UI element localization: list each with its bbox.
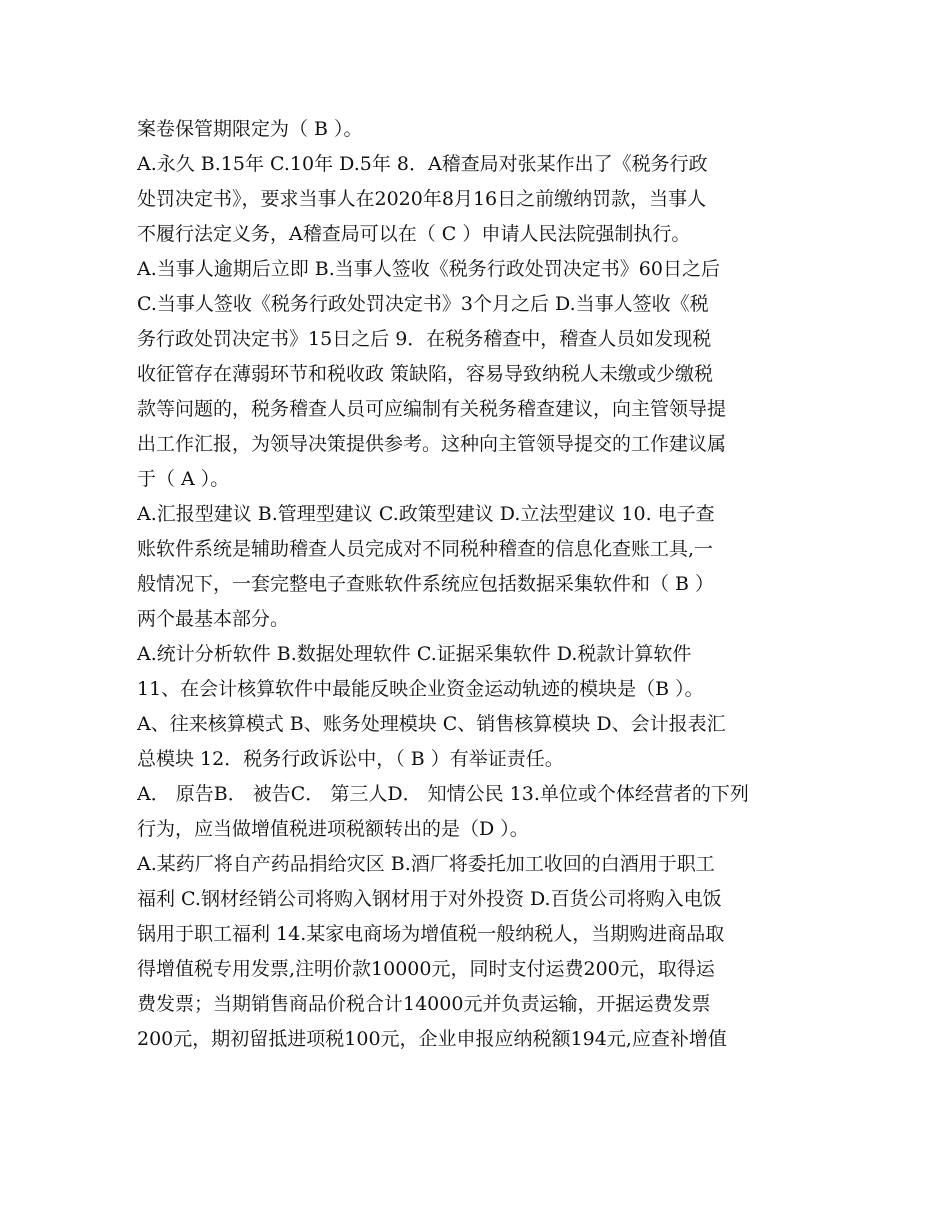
text-line: 案卷保管期限定为（ B ）。 bbox=[137, 118, 363, 140]
text-line: 处罚决定书》，要求当事人在2020年8月16日之前缴纳罚款，当事人 bbox=[137, 188, 707, 210]
text-line: 务行政处罚决定书》15日之后 9．在税务稽查中，稽查人员如发现税 bbox=[137, 328, 712, 350]
text-line: 总模块 12．税务行政诉讼中，（ B ）有举证责任。 bbox=[137, 748, 564, 770]
text-line: 11、在会计核算软件中最能反映企业资金运动轨迹的模块是（B ）。 bbox=[137, 678, 704, 700]
text-line: 于（ A ）。 bbox=[137, 468, 230, 490]
text-line: 收征管存在薄弱环节和税收政 策缺陷，容易导致纳税人未缴或少缴税 bbox=[137, 363, 714, 385]
text-line: 两个最基本部分。 bbox=[137, 608, 290, 630]
text-line: C.当事人签收《税务行政处罚决定书》3个月之后 D.当事人签收《税 bbox=[137, 293, 709, 315]
text-line: 200元，期初留抵进项税100元，企业申报应纳税额194元,应查补增值 bbox=[137, 1028, 727, 1050]
text-line: 出工作汇报，为领导决策提供参考。这种向主管领导提交的工作建议属 bbox=[137, 433, 727, 455]
text-line: 锅用于职工福利 14.某家电商场为增值税一般纳税人，当期购进商品取 bbox=[137, 923, 725, 945]
document-body bbox=[137, 112, 817, 1057]
text-line: 般情况下，一套完整电子查账软件系统应包括数据采集软件和（ B ） bbox=[137, 573, 715, 595]
text-line: A.统计分析软件 B.数据处理软件 C.证据采集软件 D.税款计算软件 bbox=[137, 643, 692, 665]
text-line: A.某药厂将自产药品捐给灾区 B.酒厂将委托加工收回的白酒用于职工 bbox=[137, 853, 715, 875]
text-line: 福利 C.钢材经销公司将购入钢材用于对外投资 D.百货公司将购入电饭 bbox=[137, 888, 722, 910]
text-line: 费发票；当期销售商品价税合计14000元并负责运输，开据运费发票 bbox=[137, 993, 711, 1015]
text-line: 得增值税专用发票,注明价款10000元，同时支付运费200元，取得运 bbox=[137, 958, 715, 980]
text-line: A、往来核算模式 B、账务处理模块 C、销售核算模块 D、会计报表汇 bbox=[137, 713, 726, 735]
text-line: A． 原告B． 被告C． 第三人D． 知情公民 13.单位或个体经营者的下列 bbox=[137, 783, 749, 805]
text-line: 不履行法定义务，A稽查局可以在（ C ）申请人民法院强制执行。 bbox=[137, 223, 691, 245]
text-line: A.当事人逾期后立即 B.当事人签收《税务行政处罚决定书》60日之后 bbox=[137, 258, 720, 280]
text-line: 款等问题的，税务稽查人员可应编制有关税务稽查建议，向主管领导提 bbox=[137, 398, 727, 420]
text-line: 账软件系统是辅助稽查人员完成对不同税种稽查的信息化查账工具,一 bbox=[137, 538, 714, 560]
text-line: 行为，应当做增值税进项税额转出的是（D ）。 bbox=[137, 818, 529, 840]
text-line: A.汇报型建议 B.管理型建议 C.政策型建议 D.立法型建议 10. 电子查 bbox=[137, 503, 715, 525]
text-line: A.永久 B.15年 C.10年 D.5年 8．A稽查局对张某作出了《税务行政 bbox=[137, 153, 708, 175]
